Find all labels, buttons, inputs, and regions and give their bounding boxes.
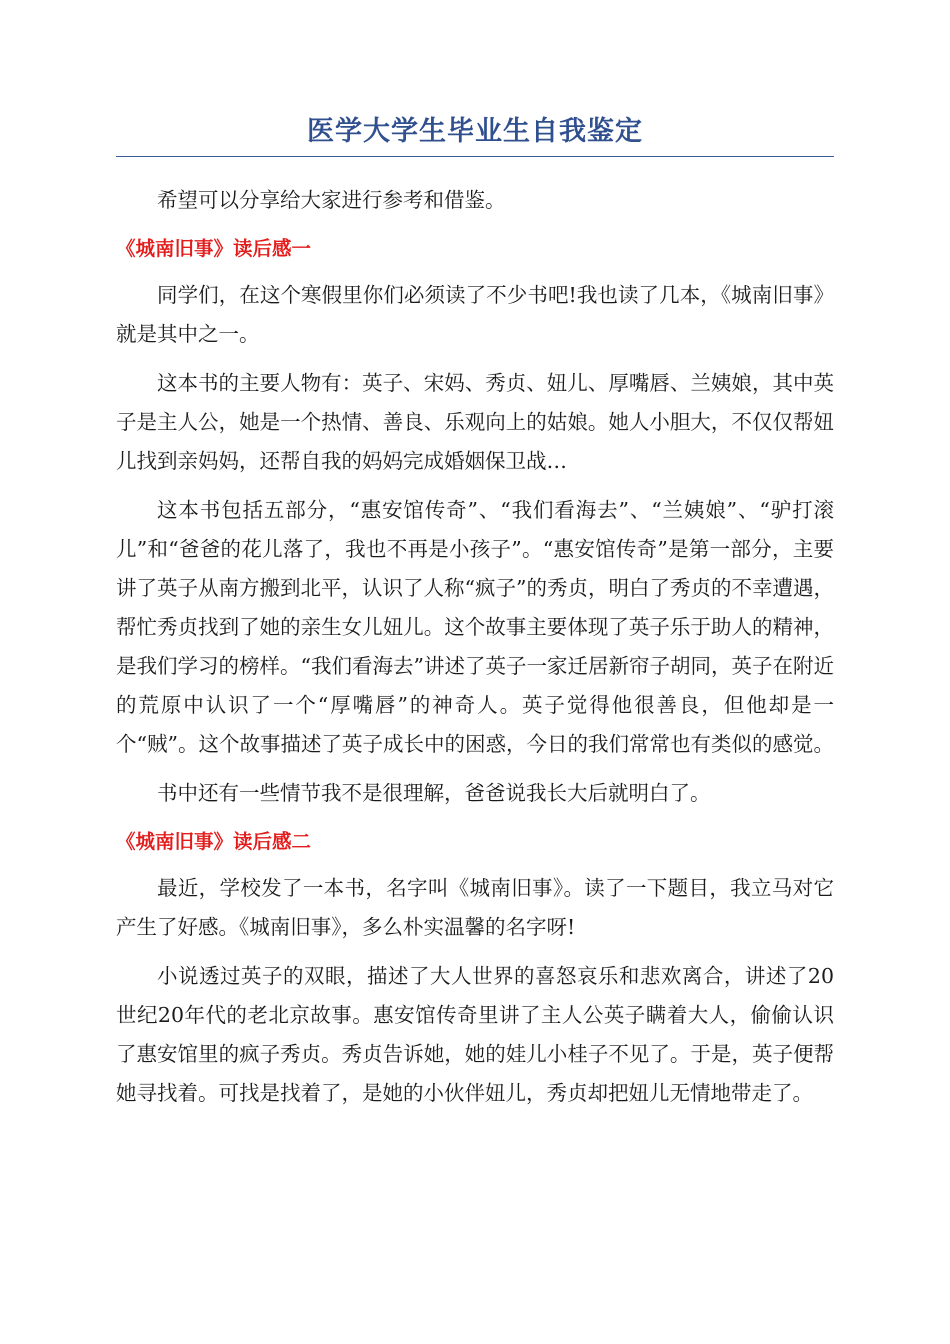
body-paragraph: 最近，学校发了一本书，名字叫《城南旧事》。读了一下题目，我立马对它产生了好感。《城南旧事》，多么朴实温馨的名字呀! xyxy=(116,876,834,939)
section-heading: 《城南旧事》读后感二 xyxy=(116,830,312,853)
section-1 xyxy=(116,234,834,813)
body-paragraph: 这本书的主要人物有：英子、宋妈、秀贞、妞儿、厚嘴唇、兰姨娘，其中英子是主人公，她是一个热情、善良、乐观向上的姑娘。她人小胆大，不仅仅帮妞儿找到亲妈妈，还帮自我的妈妈完成婚姻保卫战… xyxy=(116,371,834,473)
section-heading: 《城南旧事》读后感一 xyxy=(116,237,312,260)
body-paragraph: 小说透过英子的双眼，描述了大人世界的喜怒哀乐和悲欢离合，讲述了20世纪20年代的老北京故事。惠安馆传奇里讲了主人公英子瞒着大人，偷偷认识了惠安馆里的疯子秀贞。秀贞告诉她，她的娃儿小桂子不见了。于是，英子便帮她寻找着。可找是找着了，是她的小伙伴妞儿，秀贞却把妞儿无情地带走了。 xyxy=(116,964,834,1105)
document-title: 医学大学生毕业生自我鉴定 xyxy=(116,112,834,157)
body-paragraph: 这本书包括五部分，“惠安馆传奇”、“我们看海去”、“兰姨娘”、“驴打滚儿”和“爸爸的花儿落了，我也不再是小孩子”。“惠安馆传奇”是第一部分，主要讲了英子从南方搬到北平，认识了人称“疯子”的秀贞，明白了秀贞的不幸遭遇，帮忙秀贞找到了她的亲生女儿妞儿。这个故事主要体现了英子乐于助人的精神，是我们学习的榜样。“我们看海去”讲述了英子一家迁居新帘子胡同，英子在附近的荒原中认识了一个“厚嘴唇”的神奇人。英子觉得他很善良，但他却是一个“贼”。这个故事描述了英子成长中的困惑，今日的我们常常也有类似的感觉。 xyxy=(116,498,834,756)
body-paragraph: 同学们，在这个寒假里你们必须读了不少书吧!我也读了几本，《城南旧事》就是其中之一。 xyxy=(116,283,834,346)
document-page xyxy=(116,112,834,1113)
intro-paragraph: 希望可以分享给大家进行参考和借鉴。 xyxy=(157,188,506,212)
section-2 xyxy=(116,827,834,1113)
body-paragraph: 书中还有一些情节我不是很理解，爸爸说我长大后就明白了。 xyxy=(157,781,711,805)
